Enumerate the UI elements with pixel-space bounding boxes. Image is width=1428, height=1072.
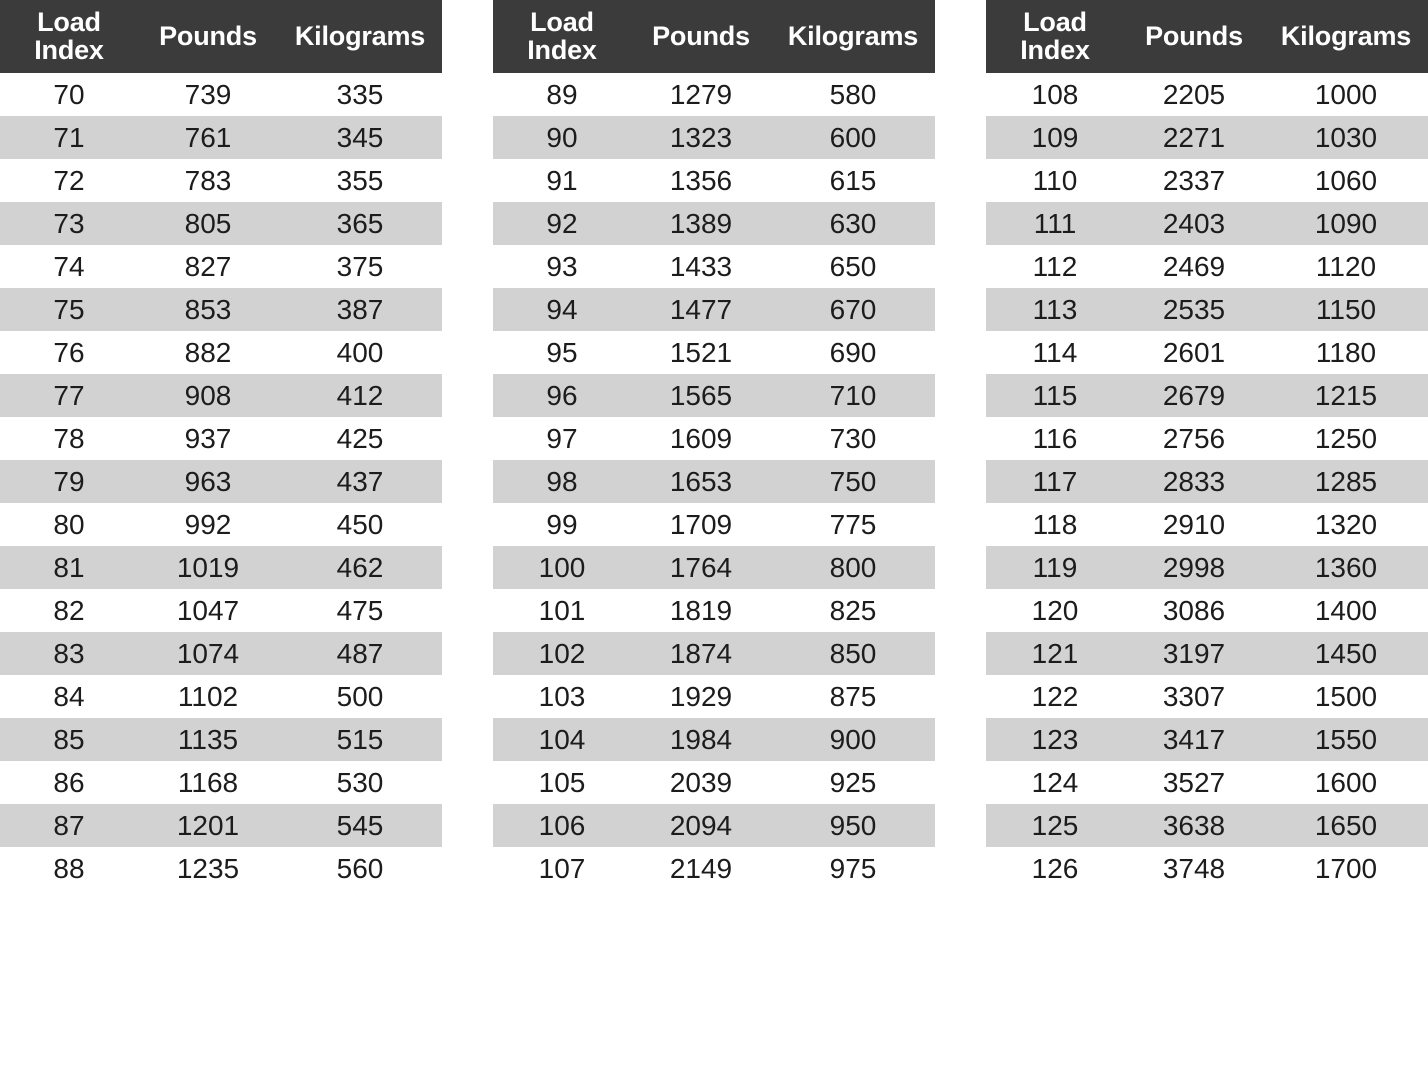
cell-load-index: 97	[493, 417, 631, 460]
cell-load-index: 104	[493, 718, 631, 761]
table-row	[493, 503, 935, 546]
cell-load-index: 120	[986, 589, 1124, 632]
cell-load-index: 110	[986, 159, 1124, 202]
cell-load-index: 124	[986, 761, 1124, 804]
cell-load-index: 87	[0, 804, 138, 847]
table-row	[493, 718, 935, 761]
cell-load-index: 112	[986, 245, 1124, 288]
header-line-load: Load	[530, 7, 594, 37]
cell-pounds: 783	[138, 159, 278, 202]
table-row	[986, 632, 1428, 675]
cell-kilograms: 1700	[1264, 847, 1428, 890]
column-header-pounds: Pounds	[138, 0, 278, 73]
cell-pounds: 1929	[631, 675, 771, 718]
cell-load-index: 77	[0, 374, 138, 417]
cell-load-index: 125	[986, 804, 1124, 847]
cell-kilograms: 1060	[1264, 159, 1428, 202]
table-row	[986, 460, 1428, 503]
cell-pounds: 1102	[138, 675, 278, 718]
cell-load-index: 75	[0, 288, 138, 331]
cell-load-index: 107	[493, 847, 631, 890]
table-row	[0, 761, 442, 804]
cell-load-index: 117	[986, 460, 1124, 503]
cell-kilograms: 345	[278, 116, 442, 159]
table-row	[0, 460, 442, 503]
cell-kilograms: 615	[771, 159, 935, 202]
cell-load-index: 118	[986, 503, 1124, 546]
header-row	[493, 0, 935, 73]
cell-load-index: 92	[493, 202, 631, 245]
table-row	[0, 847, 442, 890]
cell-pounds: 1433	[631, 245, 771, 288]
cell-load-index: 98	[493, 460, 631, 503]
cell-pounds: 2469	[1124, 245, 1264, 288]
cell-load-index: 114	[986, 331, 1124, 374]
cell-load-index: 83	[0, 632, 138, 675]
cell-load-index: 85	[0, 718, 138, 761]
cell-kilograms: 437	[278, 460, 442, 503]
cell-pounds: 2403	[1124, 202, 1264, 245]
table-row	[0, 804, 442, 847]
cell-pounds: 2601	[1124, 331, 1264, 374]
cell-load-index: 81	[0, 546, 138, 589]
cell-pounds: 3417	[1124, 718, 1264, 761]
cell-pounds: 1819	[631, 589, 771, 632]
cell-pounds: 2337	[1124, 159, 1264, 202]
table-row	[986, 804, 1428, 847]
table-row	[986, 718, 1428, 761]
cell-load-index: 119	[986, 546, 1124, 589]
cell-pounds: 908	[138, 374, 278, 417]
table-row	[493, 374, 935, 417]
cell-pounds: 1565	[631, 374, 771, 417]
column-header-load-index	[986, 0, 1124, 73]
table-row	[986, 245, 1428, 288]
cell-pounds: 1168	[138, 761, 278, 804]
cell-pounds: 739	[138, 73, 278, 116]
cell-kilograms: 400	[278, 331, 442, 374]
cell-load-index: 106	[493, 804, 631, 847]
cell-pounds: 1135	[138, 718, 278, 761]
cell-kilograms: 850	[771, 632, 935, 675]
cell-pounds: 3748	[1124, 847, 1264, 890]
cell-kilograms: 690	[771, 331, 935, 374]
table-row	[0, 417, 442, 460]
cell-load-index: 103	[493, 675, 631, 718]
table-row	[493, 761, 935, 804]
cell-pounds: 1477	[631, 288, 771, 331]
cell-load-index: 82	[0, 589, 138, 632]
table-row	[986, 116, 1428, 159]
table-row	[493, 288, 935, 331]
table-row	[986, 73, 1428, 116]
cell-pounds: 882	[138, 331, 278, 374]
cell-load-index: 109	[986, 116, 1124, 159]
table	[493, 0, 935, 890]
cell-pounds: 3197	[1124, 632, 1264, 675]
table	[986, 0, 1428, 890]
cell-kilograms: 1250	[1264, 417, 1428, 460]
cell-pounds: 805	[138, 202, 278, 245]
cell-load-index: 116	[986, 417, 1124, 460]
header-row	[986, 0, 1428, 73]
table-row	[0, 374, 442, 417]
cell-pounds: 1609	[631, 417, 771, 460]
cell-kilograms: 412	[278, 374, 442, 417]
cell-pounds: 1201	[138, 804, 278, 847]
column-header-load-index	[0, 0, 138, 73]
column-header-kilograms: Kilograms	[278, 0, 442, 73]
cell-load-index: 74	[0, 245, 138, 288]
table-row	[986, 288, 1428, 331]
cell-kilograms: 560	[278, 847, 442, 890]
cell-kilograms: 500	[278, 675, 442, 718]
cell-pounds: 3638	[1124, 804, 1264, 847]
cell-pounds: 1874	[631, 632, 771, 675]
table-row	[0, 589, 442, 632]
cell-pounds: 1235	[138, 847, 278, 890]
cell-kilograms: 515	[278, 718, 442, 761]
cell-load-index: 126	[986, 847, 1124, 890]
cell-pounds: 963	[138, 460, 278, 503]
cell-kilograms: 1000	[1264, 73, 1428, 116]
cell-load-index: 70	[0, 73, 138, 116]
table-row	[493, 460, 935, 503]
cell-load-index: 78	[0, 417, 138, 460]
cell-load-index: 95	[493, 331, 631, 374]
cell-load-index: 80	[0, 503, 138, 546]
table-row	[0, 202, 442, 245]
table-row	[986, 546, 1428, 589]
table-row	[493, 245, 935, 288]
cell-kilograms: 1120	[1264, 245, 1428, 288]
table-header	[493, 0, 935, 73]
table-row	[493, 675, 935, 718]
table-row	[493, 159, 935, 202]
cell-load-index: 88	[0, 847, 138, 890]
table-row	[493, 546, 935, 589]
cell-pounds: 937	[138, 417, 278, 460]
cell-pounds: 1709	[631, 503, 771, 546]
column-header-kilograms: Kilograms	[1264, 0, 1428, 73]
cell-load-index: 121	[986, 632, 1124, 675]
cell-pounds: 3527	[1124, 761, 1264, 804]
table-row	[493, 116, 935, 159]
cell-load-index: 79	[0, 460, 138, 503]
cell-kilograms: 670	[771, 288, 935, 331]
table-row	[0, 245, 442, 288]
cell-kilograms: 1360	[1264, 546, 1428, 589]
cell-pounds: 3086	[1124, 589, 1264, 632]
table-row	[986, 761, 1428, 804]
cell-kilograms: 425	[278, 417, 442, 460]
table-row	[0, 632, 442, 675]
cell-pounds: 761	[138, 116, 278, 159]
table-row	[0, 546, 442, 589]
header-line-index: Index	[1020, 35, 1090, 66]
cell-pounds: 2094	[631, 804, 771, 847]
cell-load-index: 99	[493, 503, 631, 546]
table-body-1	[0, 73, 442, 890]
cell-load-index: 72	[0, 159, 138, 202]
cell-load-index: 113	[986, 288, 1124, 331]
header-line-load: Load	[37, 7, 101, 37]
table-row	[493, 632, 935, 675]
table-row	[0, 331, 442, 374]
cell-kilograms: 600	[771, 116, 935, 159]
cell-pounds: 1323	[631, 116, 771, 159]
cell-pounds: 1074	[138, 632, 278, 675]
cell-kilograms: 900	[771, 718, 935, 761]
cell-kilograms: 1030	[1264, 116, 1428, 159]
cell-load-index: 111	[986, 202, 1124, 245]
cell-load-index: 89	[493, 73, 631, 116]
table-row	[986, 159, 1428, 202]
cell-pounds: 2679	[1124, 374, 1264, 417]
table-row	[986, 202, 1428, 245]
cell-kilograms: 375	[278, 245, 442, 288]
header-line-index: Index	[527, 35, 597, 66]
header-row	[0, 0, 442, 73]
cell-pounds: 1653	[631, 460, 771, 503]
table-header	[0, 0, 442, 73]
cell-kilograms: 365	[278, 202, 442, 245]
cell-pounds: 2205	[1124, 73, 1264, 116]
cell-load-index: 101	[493, 589, 631, 632]
cell-kilograms: 710	[771, 374, 935, 417]
column-header-pounds: Pounds	[631, 0, 771, 73]
table-row	[493, 417, 935, 460]
table-row	[986, 503, 1428, 546]
cell-pounds: 2910	[1124, 503, 1264, 546]
cell-kilograms: 630	[771, 202, 935, 245]
cell-pounds: 2756	[1124, 417, 1264, 460]
cell-load-index: 90	[493, 116, 631, 159]
cell-kilograms: 750	[771, 460, 935, 503]
load-index-table-1	[0, 0, 442, 890]
cell-pounds: 2833	[1124, 460, 1264, 503]
column-header-pounds: Pounds	[1124, 0, 1264, 73]
cell-kilograms: 730	[771, 417, 935, 460]
cell-kilograms: 975	[771, 847, 935, 890]
cell-pounds: 1279	[631, 73, 771, 116]
cell-kilograms: 545	[278, 804, 442, 847]
table-row	[493, 804, 935, 847]
table-row	[986, 847, 1428, 890]
cell-load-index: 122	[986, 675, 1124, 718]
table-row	[493, 73, 935, 116]
header-line-index: Index	[34, 35, 104, 66]
cell-pounds: 1984	[631, 718, 771, 761]
cell-load-index: 84	[0, 675, 138, 718]
cell-kilograms: 355	[278, 159, 442, 202]
cell-kilograms: 650	[771, 245, 935, 288]
table-row	[986, 374, 1428, 417]
cell-kilograms: 1450	[1264, 632, 1428, 675]
cell-pounds: 1019	[138, 546, 278, 589]
cell-load-index: 93	[493, 245, 631, 288]
cell-load-index: 108	[986, 73, 1124, 116]
cell-pounds: 1047	[138, 589, 278, 632]
cell-kilograms: 1090	[1264, 202, 1428, 245]
cell-pounds: 2535	[1124, 288, 1264, 331]
cell-kilograms: 462	[278, 546, 442, 589]
cell-load-index: 115	[986, 374, 1124, 417]
cell-kilograms: 1600	[1264, 761, 1428, 804]
table-row	[0, 503, 442, 546]
cell-kilograms: 1285	[1264, 460, 1428, 503]
cell-kilograms: 1215	[1264, 374, 1428, 417]
table-row	[493, 847, 935, 890]
cell-load-index: 71	[0, 116, 138, 159]
cell-pounds: 1356	[631, 159, 771, 202]
table-row	[0, 675, 442, 718]
cell-load-index: 76	[0, 331, 138, 374]
table-header	[986, 0, 1428, 73]
column-header-load-index	[493, 0, 631, 73]
cell-load-index: 96	[493, 374, 631, 417]
table-body-2	[493, 73, 935, 890]
cell-load-index: 105	[493, 761, 631, 804]
cell-pounds: 827	[138, 245, 278, 288]
cell-load-index: 123	[986, 718, 1124, 761]
cell-kilograms: 487	[278, 632, 442, 675]
cell-kilograms: 1180	[1264, 331, 1428, 374]
cell-kilograms: 530	[278, 761, 442, 804]
table-row	[986, 331, 1428, 374]
cell-kilograms: 450	[278, 503, 442, 546]
table-row	[986, 417, 1428, 460]
cell-pounds: 2039	[631, 761, 771, 804]
cell-pounds: 992	[138, 503, 278, 546]
table-row	[0, 116, 442, 159]
cell-kilograms: 775	[771, 503, 935, 546]
table-body-3	[986, 73, 1428, 890]
cell-pounds: 2998	[1124, 546, 1264, 589]
cell-kilograms: 1150	[1264, 288, 1428, 331]
table-row	[986, 675, 1428, 718]
column-header-kilograms: Kilograms	[771, 0, 935, 73]
cell-kilograms: 950	[771, 804, 935, 847]
cell-kilograms: 387	[278, 288, 442, 331]
cell-load-index: 100	[493, 546, 631, 589]
cell-load-index: 102	[493, 632, 631, 675]
table-row	[0, 288, 442, 331]
header-line-load: Load	[1023, 7, 1087, 37]
load-index-table-2	[493, 0, 935, 890]
cell-pounds: 1764	[631, 546, 771, 589]
table-row	[493, 589, 935, 632]
cell-kilograms: 925	[771, 761, 935, 804]
table-row	[493, 202, 935, 245]
table	[0, 0, 442, 890]
cell-kilograms: 475	[278, 589, 442, 632]
cell-kilograms: 825	[771, 589, 935, 632]
table-row	[493, 331, 935, 374]
cell-pounds: 2149	[631, 847, 771, 890]
table-row	[0, 159, 442, 202]
cell-pounds: 1389	[631, 202, 771, 245]
table-row	[0, 73, 442, 116]
cell-load-index: 73	[0, 202, 138, 245]
cell-kilograms: 875	[771, 675, 935, 718]
table-row	[986, 589, 1428, 632]
cell-kilograms: 800	[771, 546, 935, 589]
cell-load-index: 91	[493, 159, 631, 202]
load-index-table-3	[986, 0, 1428, 890]
cell-pounds: 853	[138, 288, 278, 331]
cell-pounds: 1521	[631, 331, 771, 374]
cell-kilograms: 580	[771, 73, 935, 116]
cell-kilograms: 335	[278, 73, 442, 116]
cell-pounds: 3307	[1124, 675, 1264, 718]
cell-kilograms: 1400	[1264, 589, 1428, 632]
cell-kilograms: 1320	[1264, 503, 1428, 546]
cell-kilograms: 1650	[1264, 804, 1428, 847]
cell-load-index: 86	[0, 761, 138, 804]
cell-load-index: 94	[493, 288, 631, 331]
cell-kilograms: 1500	[1264, 675, 1428, 718]
cell-kilograms: 1550	[1264, 718, 1428, 761]
cell-pounds: 2271	[1124, 116, 1264, 159]
table-row	[0, 718, 442, 761]
